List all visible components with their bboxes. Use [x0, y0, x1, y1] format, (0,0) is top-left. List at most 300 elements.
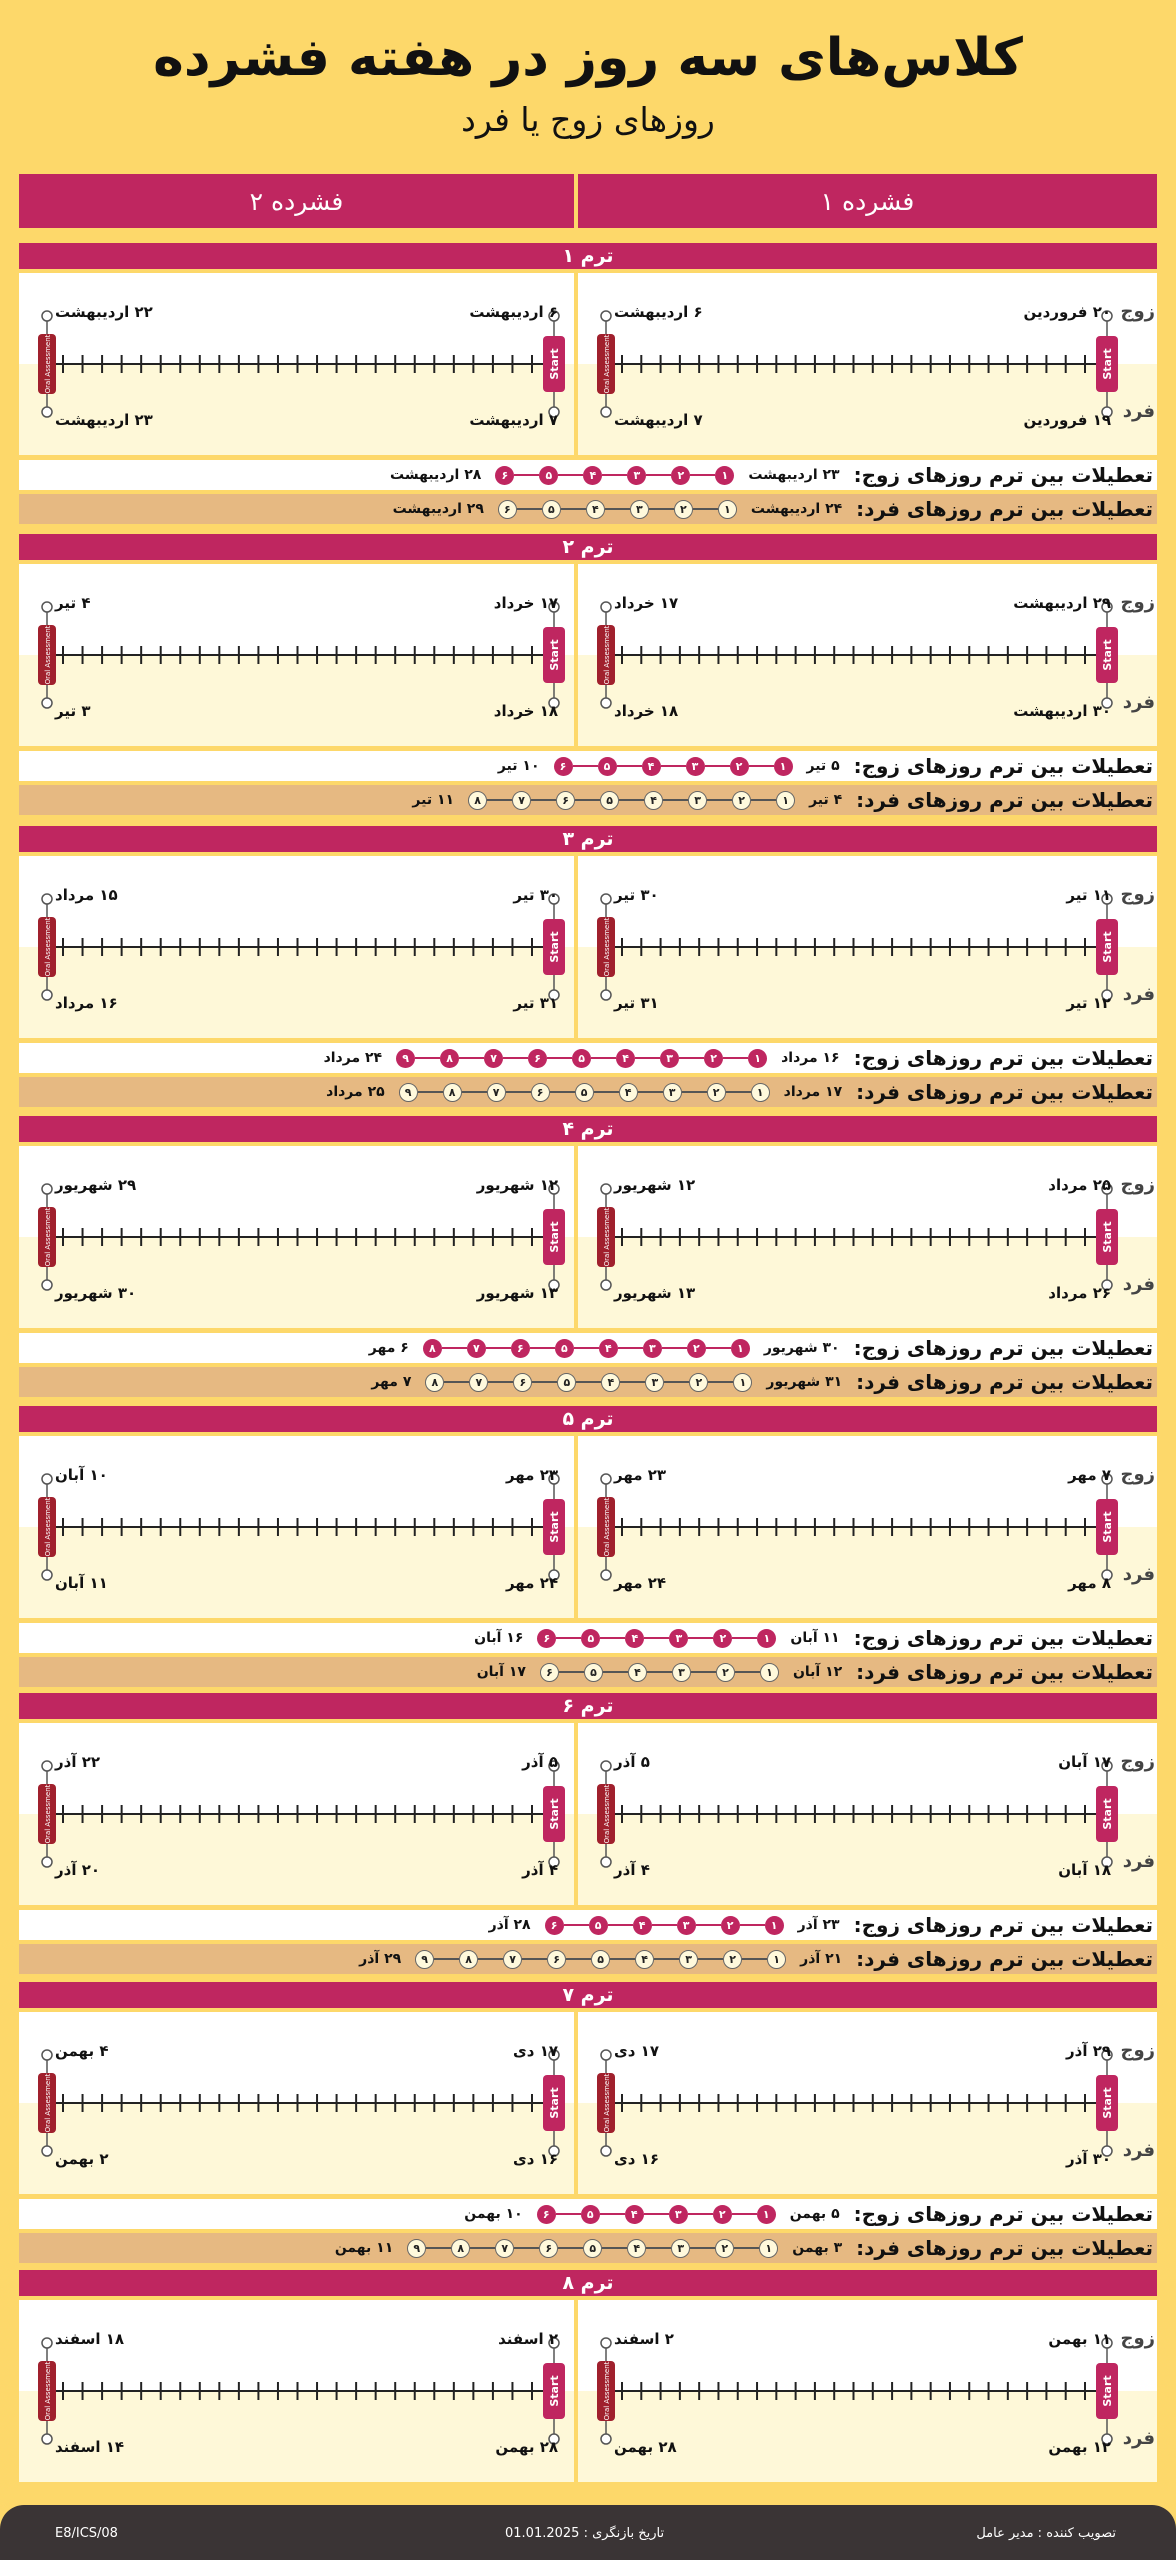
odd-holiday-end-date: ۲۵ مرداد [326, 1084, 385, 1100]
day-link [682, 1091, 707, 1093]
odd-holiday-row [19, 785, 1157, 815]
odd-start-date: ۳۱ تیر [513, 994, 558, 1012]
even-holiday-days [545, 1916, 784, 1935]
end-even-connector-dot [42, 2338, 52, 2348]
even-end-date: ۱۷ دی [614, 2042, 659, 2060]
day-label-even: زوج [1120, 592, 1155, 613]
day-link [706, 1347, 731, 1349]
day-link [564, 1924, 589, 1926]
holiday-day-node: ۱ [757, 1629, 776, 1648]
even-holiday-days [495, 466, 734, 485]
day-link [566, 1958, 591, 1960]
odd-holiday-label: تعطیلات بین ترم روزهای فرد: [856, 1370, 1153, 1394]
end-even-connector-dot [42, 1761, 52, 1771]
odd-start-date: ۱۸ آبان [1058, 1861, 1111, 1879]
day-link [487, 799, 512, 801]
term-header-3: ترم ۳ [19, 826, 1157, 852]
day-link [617, 765, 642, 767]
odd-end-date: ۱۶ دی [614, 2150, 659, 2168]
timeline-svg [19, 1723, 574, 1905]
day-link [561, 508, 586, 510]
holiday-day-node: ۸ [451, 2239, 470, 2258]
day-link [444, 1381, 469, 1383]
holiday-day-node: ۹ [415, 1950, 434, 1969]
odd-start-date: ۳۰ اردیبهشت [1013, 702, 1111, 720]
odd-start-date: ۷ اردیبهشت [469, 411, 558, 429]
even-holiday-end-date: ۶ مهر [368, 1340, 409, 1356]
end-even-connector-dot [601, 2338, 611, 2348]
day-link [559, 1671, 584, 1673]
end-odd-connector-dot [42, 1570, 52, 1580]
odd-holiday-days [399, 1083, 770, 1102]
odd-holiday-start-date: ۲۱ آذر [800, 1951, 843, 1967]
day-link [688, 2213, 713, 2215]
even-holiday-days [537, 2205, 776, 2224]
holiday-day-node: ۵ [581, 2205, 600, 2224]
holiday-day-node: ۳ [643, 1339, 662, 1358]
day-link [619, 799, 644, 801]
start-label: Start [1101, 1511, 1114, 1543]
holiday-day-node: ۴ [601, 1373, 620, 1392]
even-start-date: ۲۰ فروردین [1023, 303, 1111, 321]
oral-assessment-label: Oral Assessment [603, 1784, 611, 1844]
even-start-date: ۲۳ مهر [505, 1466, 558, 1484]
day-link [605, 508, 630, 510]
oral-assessment-label: Oral Assessment [44, 1207, 52, 1267]
oral-assessment-label: Oral Assessment [603, 2073, 611, 2133]
day-link [735, 1671, 760, 1673]
even-holiday-label: تعطیلات بین ترم روزهای زوج: [853, 1626, 1153, 1650]
odd-end-date: ۲ بهمن [55, 2150, 109, 2168]
holiday-day-node: ۵ [589, 1916, 608, 1935]
end-odd-connector-dot [42, 2146, 52, 2156]
holiday-day-node: ۴ [633, 1916, 652, 1935]
odd-start-date: ۱۹ فروردین [1023, 411, 1111, 429]
header-group-2: فشرده ۲ [19, 174, 574, 228]
odd-end-date: ۱۳ شهریور [614, 1284, 696, 1302]
day-link [693, 508, 718, 510]
end-even-connector-dot [42, 1474, 52, 1484]
day-link [679, 1057, 704, 1059]
odd-start-date: ۳۰ آذر [1065, 2150, 1111, 2168]
odd-holiday-days [468, 791, 795, 810]
odd-end-date: ۱۱ آبان [55, 1574, 108, 1592]
start-label: Start [548, 348, 561, 380]
holiday-day-node: ۳ [672, 1663, 691, 1682]
holiday-day-node: ۶ [545, 1916, 564, 1935]
even-holiday-days [423, 1339, 750, 1358]
day-link [638, 1091, 663, 1093]
oral-assessment-label: Oral Assessment [44, 2361, 52, 2421]
end-even-connector-dot [42, 311, 52, 321]
holiday-day-node: ۲ [723, 1950, 742, 1969]
timeline-panel-g2 [19, 1146, 574, 1328]
even-holiday-end-date: ۱۶ آبان [474, 1630, 524, 1646]
end-odd-connector-dot [42, 1280, 52, 1290]
term-header-4: ترم ۴ [19, 1116, 1157, 1142]
even-start-date: ۶ اردیبهشت [469, 303, 558, 321]
odd-holiday-row [19, 1657, 1157, 1687]
holiday-day-node: ۱ [774, 757, 793, 776]
end-even-connector-dot [601, 1184, 611, 1194]
day-link [522, 1958, 547, 1960]
even-holiday-label: تعطیلات بین ترم روزهای زوج: [853, 1046, 1153, 1070]
even-start-date: ۵ آذر [522, 1753, 558, 1771]
day-link [573, 765, 598, 767]
day-link [732, 1637, 757, 1639]
even-start-date: ۱۷ آبان [1058, 1753, 1111, 1771]
even-end-date: ۴ تیر [55, 594, 91, 612]
even-start-date: ۲۹ اردیبهشت [1013, 594, 1111, 612]
oral-assessment-label: Oral Assessment [603, 917, 611, 977]
day-link [550, 1091, 575, 1093]
even-start-date: ۲۵ مرداد [1048, 1176, 1111, 1194]
even-end-date: ۱۸ اسفند [55, 2330, 125, 2348]
timeline-panel-g2 [19, 1723, 574, 1905]
even-holiday-start-date: ۲۳ اردیبهشت [748, 467, 840, 483]
day-label-odd: فرد [1122, 1851, 1155, 1872]
end-even-connector-dot [42, 2050, 52, 2060]
day-label-even: زوج [1120, 1751, 1155, 1772]
day-link [644, 2213, 669, 2215]
day-link [688, 1637, 713, 1639]
day-link [663, 799, 688, 801]
holiday-day-node: ۲ [721, 1916, 740, 1935]
holiday-day-node: ۵ [584, 1663, 603, 1682]
odd-holiday-days [540, 1663, 779, 1682]
end-odd-connector-dot [601, 2434, 611, 2444]
footer [0, 2505, 1176, 2560]
holiday-day-node: ۸ [443, 1083, 462, 1102]
holiday-day-node: ۲ [715, 2239, 734, 2258]
odd-end-date: ۷ اردیبهشت [614, 411, 703, 429]
footer-code: E8/ICS/08 [55, 2526, 118, 2541]
holiday-day-node: ۵ [583, 2239, 602, 2258]
day-link [734, 2247, 759, 2249]
timeline-panel-g2 [19, 2012, 574, 2194]
holiday-day-node: ۳ [677, 1916, 696, 1935]
holiday-day-node: ۱ [748, 1049, 767, 1068]
holiday-day-node: ۶ [511, 1339, 530, 1358]
holiday-day-node: ۸ [423, 1339, 442, 1358]
holiday-day-node: ۷ [484, 1049, 503, 1068]
holiday-day-node: ۵ [555, 1339, 574, 1358]
day-link [478, 1958, 503, 1960]
oral-assessment-label: Oral Assessment [44, 625, 52, 685]
even-holiday-row [19, 1333, 1157, 1363]
day-link [662, 1347, 687, 1349]
day-link [517, 508, 542, 510]
day-label-odd: فرد [1122, 401, 1155, 422]
day-link [418, 1091, 443, 1093]
holiday-day-node: ۴ [616, 1049, 635, 1068]
odd-holiday-end-date: ۱۱ بهمن [334, 2240, 394, 2256]
even-start-date: ۱۱ تیر [1066, 886, 1111, 904]
day-link [691, 1671, 716, 1673]
holiday-day-node: ۱ [776, 791, 795, 810]
holiday-day-node: ۵ [598, 757, 617, 776]
day-link [442, 1347, 467, 1349]
timeline-panel-g2 [19, 564, 574, 746]
even-holiday-label: تعطیلات بین ترم روزهای زوج: [853, 754, 1153, 778]
holiday-day-node: ۶ [528, 1049, 547, 1068]
odd-holiday-start-date: ۳۱ شهریور [766, 1374, 843, 1390]
header-group-1: فشرده ۱ [578, 174, 1157, 228]
holiday-day-node: ۶ [556, 791, 575, 810]
timeline-panel-g1 [578, 1146, 1157, 1328]
oral-assessment-label: Oral Assessment [44, 917, 52, 977]
holiday-day-node: ۳ [688, 791, 707, 810]
oral-assessment-label: Oral Assessment [44, 334, 52, 394]
holiday-day-node: ۸ [425, 1373, 444, 1392]
even-holiday-start-date: ۲۳ آذر [797, 1917, 840, 1933]
odd-end-date: ۱۶ مرداد [55, 994, 118, 1012]
day-link [690, 2247, 715, 2249]
odd-start-date: ۱۲ بهمن [1048, 2438, 1111, 2456]
start-label: Start [1101, 2087, 1114, 2119]
holiday-day-node: ۱ [767, 1950, 786, 1969]
even-holiday-end-date: ۲۸ اردیبهشت [390, 467, 482, 483]
odd-holiday-label: تعطیلات بین ترم روزهای فرد: [856, 1080, 1153, 1104]
holiday-day-node: ۱ [765, 1916, 784, 1935]
day-link [652, 1924, 677, 1926]
day-link [602, 2247, 627, 2249]
day-link [470, 2247, 495, 2249]
odd-start-date: ۱۶ دی [513, 2150, 558, 2168]
odd-holiday-end-date: ۱۱ تیر [412, 792, 455, 808]
timeline-svg [19, 564, 574, 746]
even-end-date: ۲۲ اردیبهشت [55, 303, 153, 321]
start-label: Start [1101, 1221, 1114, 1253]
term-header-6: ترم ۶ [19, 1693, 1157, 1719]
even-start-date: ۱۷ خرداد [493, 594, 558, 612]
holiday-day-node: ۶ [513, 1373, 532, 1392]
day-link [618, 1347, 643, 1349]
day-link [514, 2247, 539, 2249]
oral-assessment-label: Oral Assessment [603, 2361, 611, 2421]
day-link [608, 1924, 633, 1926]
even-start-date: ۱۱ بهمن [1048, 2330, 1111, 2348]
holiday-day-node: ۸ [459, 1950, 478, 1969]
holiday-day-node: ۵ [542, 500, 561, 519]
day-link [751, 799, 776, 801]
end-even-connector-dot [601, 2050, 611, 2060]
holiday-day-node: ۶ [495, 466, 514, 485]
end-odd-connector-dot [601, 1570, 611, 1580]
holiday-day-node: ۲ [704, 1049, 723, 1068]
even-end-date: ۴ بهمن [55, 2042, 109, 2060]
footer-approver: تصویب کننده : مدیر عامل [976, 2526, 1116, 2541]
day-link [726, 1091, 751, 1093]
holiday-day-node: ۲ [687, 1339, 706, 1358]
day-link [558, 474, 583, 476]
odd-end-date: ۲۳ اردیبهشت [55, 411, 153, 429]
holiday-day-node: ۷ [467, 1339, 486, 1358]
even-holiday-label: تعطیلات بین ترم روزهای زوج: [853, 1913, 1153, 1937]
holiday-day-node: ۲ [732, 791, 751, 810]
day-link [635, 1057, 660, 1059]
end-odd-connector-dot [42, 990, 52, 1000]
odd-end-date: ۲۸ بهمن [614, 2438, 677, 2456]
even-end-date: ۲۲ آذر [55, 1753, 101, 1771]
holiday-day-node: ۴ [625, 1629, 644, 1648]
holiday-day-node: ۱ [760, 1663, 779, 1682]
holiday-day-node: ۴ [627, 2239, 646, 2258]
odd-holiday-end-date: ۲۹ اردیبهشت [392, 501, 484, 517]
holiday-day-node: ۶ [531, 1083, 550, 1102]
timeline-panel-g2 [19, 273, 574, 455]
oral-assessment-label: Oral Assessment [44, 2073, 52, 2133]
even-holiday-end-date: ۱۰ تیر [497, 758, 540, 774]
day-label-even: زوج [1120, 2040, 1155, 2061]
day-link [506, 1091, 531, 1093]
day-link [503, 1057, 528, 1059]
day-link [556, 1637, 581, 1639]
term-header-1: ترم ۱ [19, 243, 1157, 269]
end-even-connector-dot [601, 1474, 611, 1484]
timeline-panel-g1 [578, 856, 1157, 1038]
holiday-day-node: ۷ [469, 1373, 488, 1392]
holiday-day-node: ۵ [572, 1049, 591, 1068]
holiday-day-node: ۶ [539, 2239, 558, 2258]
day-link [459, 1057, 484, 1059]
odd-holiday-end-date: ۱۷ آبان [476, 1664, 526, 1680]
holiday-day-node: ۳ [660, 1049, 679, 1068]
day-link [696, 1924, 721, 1926]
odd-holiday-days [425, 1373, 752, 1392]
holiday-day-node: ۹ [407, 2239, 426, 2258]
even-end-date: ۲۳ مهر [614, 1466, 667, 1484]
footer-revision: تاریخ بازنگری : 01.01.2025 [505, 2526, 665, 2541]
end-odd-connector-dot [601, 698, 611, 708]
even-start-date: ۳۰ تیر [513, 886, 558, 904]
end-odd-connector-dot [42, 698, 52, 708]
holiday-day-node: ۴ [642, 757, 661, 776]
term-header-5: ترم ۵ [19, 1406, 1157, 1432]
even-holiday-days [396, 1049, 767, 1068]
day-link [462, 1091, 487, 1093]
holiday-day-node: ۳ [669, 1629, 688, 1648]
day-link [558, 2247, 583, 2249]
even-end-date: ۲۹ شهریور [55, 1176, 137, 1194]
even-holiday-row [19, 460, 1157, 490]
odd-holiday-days [498, 500, 737, 519]
day-link [647, 1671, 672, 1673]
odd-holiday-start-date: ۳ بهمن [792, 2240, 843, 2256]
end-even-connector-dot [601, 602, 611, 612]
even-end-date: ۱۷ خرداد [614, 594, 679, 612]
day-link [707, 799, 732, 801]
start-label: Start [548, 1798, 561, 1830]
day-link [426, 2247, 451, 2249]
start-label: Start [1101, 639, 1114, 671]
holiday-day-node: ۶ [547, 1950, 566, 1969]
holiday-day-node: ۴ [583, 466, 602, 485]
day-label-even: زوج [1120, 1174, 1155, 1195]
holiday-day-node: ۵ [581, 1629, 600, 1648]
odd-holiday-start-date: ۴ تیر [809, 792, 843, 808]
day-link [705, 765, 730, 767]
holiday-day-node: ۲ [730, 757, 749, 776]
even-start-date: ۱۲ شهریور [476, 1176, 558, 1194]
start-label: Start [1101, 2375, 1114, 2407]
day-label-odd: فرد [1122, 692, 1155, 713]
day-link [749, 765, 774, 767]
holiday-day-node: ۴ [619, 1083, 638, 1102]
holiday-day-node: ۱ [759, 2239, 778, 2258]
day-link [620, 1381, 645, 1383]
holiday-day-node: ۴ [625, 2205, 644, 2224]
holiday-day-node: ۲ [713, 1629, 732, 1648]
even-holiday-label: تعطیلات بین ترم روزهای زوج: [853, 2202, 1153, 2226]
holiday-day-node: ۵ [591, 1950, 610, 1969]
even-holiday-start-date: ۵ تیر [806, 758, 840, 774]
oral-assessment-label: Oral Assessment [603, 334, 611, 394]
odd-start-date: ۲۴ مهر [505, 1574, 558, 1592]
holiday-day-node: ۲ [689, 1373, 708, 1392]
timeline-panel-g1 [578, 2300, 1157, 2482]
holiday-day-node: ۱ [731, 1339, 750, 1358]
holiday-day-node: ۳ [669, 2205, 688, 2224]
day-link [547, 1057, 572, 1059]
holiday-day-node: ۶ [498, 500, 517, 519]
end-odd-connector-dot [42, 1857, 52, 1867]
timeline-panel-g2 [19, 1436, 574, 1618]
day-link [603, 1671, 628, 1673]
holiday-day-node: ۵ [575, 1083, 594, 1102]
holiday-day-node: ۳ [630, 500, 649, 519]
holiday-day-node: ۸ [468, 791, 487, 810]
holiday-day-node: ۱ [751, 1083, 770, 1102]
start-label: Start [548, 639, 561, 671]
start-label: Start [548, 931, 561, 963]
end-even-connector-dot [42, 1184, 52, 1194]
end-even-connector-dot [42, 602, 52, 612]
day-link [415, 1057, 440, 1059]
start-label: Start [548, 1221, 561, 1253]
odd-start-date: ۱۳ شهریور [476, 1284, 558, 1302]
timeline-panel-g1 [578, 564, 1157, 746]
even-end-date: ۵ آذر [614, 1753, 650, 1771]
day-link [708, 1381, 733, 1383]
oral-assessment-label: Oral Assessment [603, 625, 611, 685]
even-holiday-row [19, 1910, 1157, 1940]
holiday-day-node: ۴ [635, 1950, 654, 1969]
timeline-panel-g2 [19, 2300, 574, 2482]
even-end-date: ۲ اسفند [614, 2330, 674, 2348]
day-link [594, 1091, 619, 1093]
odd-start-date: ۱۸ خرداد [493, 702, 558, 720]
day-link [690, 474, 715, 476]
even-holiday-end-date: ۲۴ مرداد [323, 1050, 383, 1066]
odd-holiday-start-date: ۱۷ مرداد [783, 1084, 843, 1100]
odd-end-date: ۱۴ اسفند [55, 2438, 125, 2456]
odd-holiday-end-date: ۷ مهر [371, 1374, 412, 1390]
day-link [646, 2247, 671, 2249]
timeline-panel-g2 [19, 856, 574, 1038]
day-label-even: زوج [1120, 301, 1155, 322]
holiday-day-node: ۵ [557, 1373, 576, 1392]
odd-holiday-days [407, 2239, 778, 2258]
day-label-even: زوج [1120, 884, 1155, 905]
holiday-day-node: ۴ [644, 791, 663, 810]
odd-holiday-start-date: ۲۴ اردیبهشت [750, 501, 843, 517]
odd-end-date: ۳۰ شهریور [55, 1284, 137, 1302]
day-link [574, 1347, 599, 1349]
day-label-even: زوج [1120, 1464, 1155, 1485]
start-label: Start [548, 2375, 561, 2407]
odd-end-date: ۴ آذر [614, 1861, 650, 1879]
